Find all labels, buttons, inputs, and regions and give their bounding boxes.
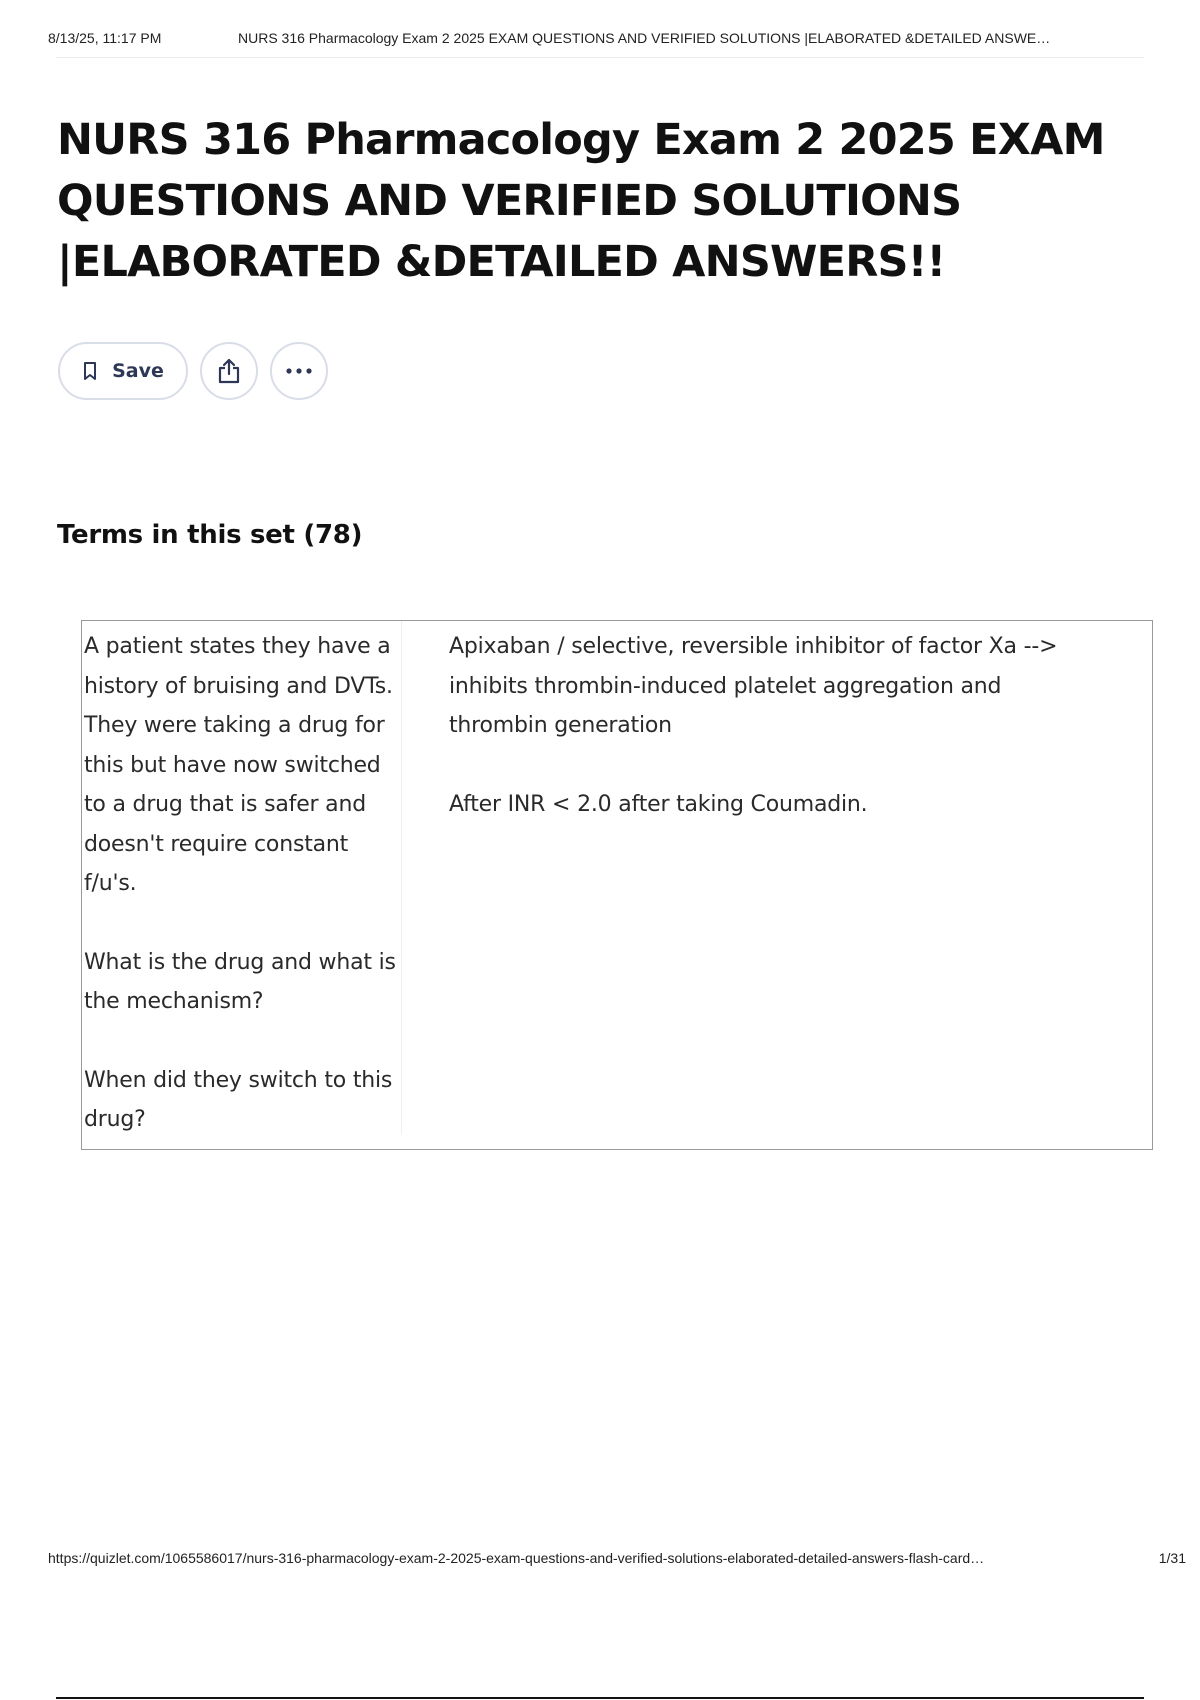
header-divider [56, 57, 1144, 58]
definition-paragraph: After INR < 2.0 after taking Coumadin. [449, 791, 868, 817]
bottom-divider [56, 1697, 1144, 1699]
share-button[interactable] [200, 342, 258, 400]
print-doc-title: NURS 316 Pharmacology Exam 2 2025 EXAM QUESTIONS AND VERIFIED SOLUTIONS |ELABORATED &DETAILED ANSWE… [238, 30, 1051, 46]
terms-heading: Terms in this set (78) [57, 520, 363, 550]
definition-side [402, 621, 1152, 1149]
page-number: 1/31 [1158, 1550, 1186, 1566]
save-button-label: Save [112, 360, 164, 382]
share-icon [216, 357, 242, 385]
print-date: 8/13/25, 11:17 PM [48, 30, 162, 46]
page-title: NURS 316 Pharmacology Exam 2 2025 EXAM QUESTIONS AND VERIFIED SOLUTIONS |ELABORATED &DETAILED ANSWERS!! [57, 115, 1105, 287]
bookmark-icon [82, 361, 98, 381]
more-options-button[interactable] [270, 342, 328, 400]
print-url: https://quizlet.com/1065586017/nurs-316-pharmacology-exam-2-2025-exam-questions-and-verified-solutions-elaborated-detailed-answers-flash-card… [48, 1550, 985, 1566]
action-bar [58, 342, 328, 400]
term-paragraph: What is the drug and what is the mechanism? [84, 949, 396, 1014]
save-button[interactable] [58, 342, 188, 400]
term-side [82, 621, 402, 1135]
definition-paragraph: Apixaban / selective, reversible inhibitor of factor Xa --> inhibits thrombin-induced platelet aggregation and thrombin generation [449, 634, 1058, 738]
more-horizontal-icon [285, 367, 313, 375]
term-paragraph: A patient states they have a history of bruising and DVTs. They were taking a drug for this but have now switched to a drug that is safer and doesn't require constant f/u's. [84, 634, 393, 896]
print-header [48, 30, 1170, 50]
print-footer [48, 1550, 1186, 1570]
term-paragraph: When did they switch to this drug? [84, 1067, 393, 1132]
term-card [81, 620, 1153, 1150]
